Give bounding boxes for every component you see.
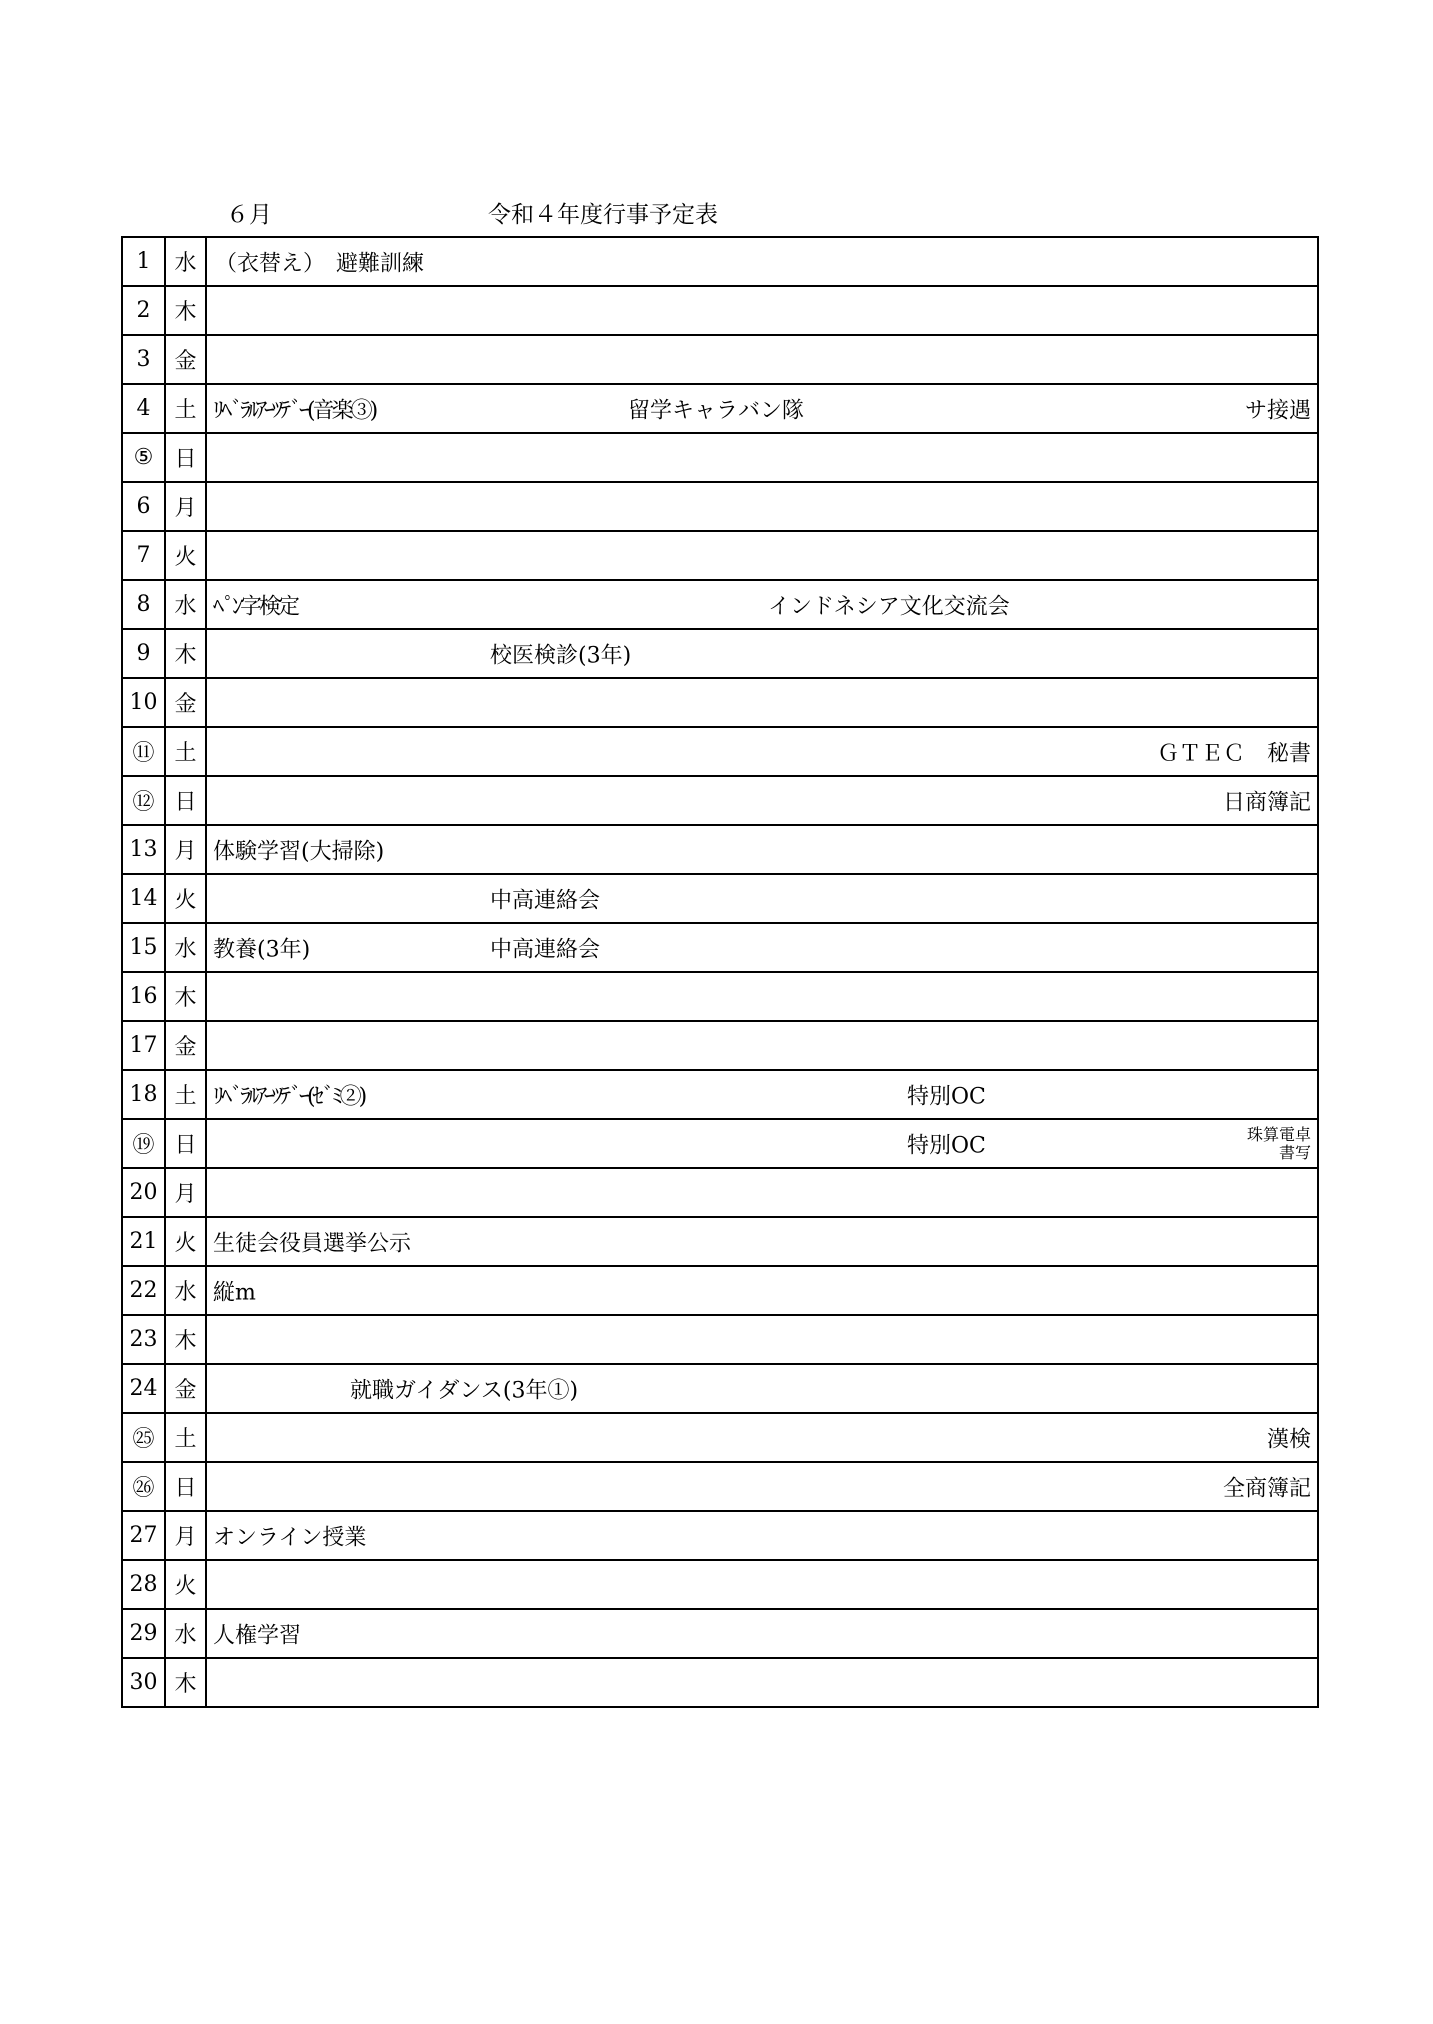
day-number-cell: ㉕ [122, 1413, 165, 1462]
weekday-cell: 火 [165, 874, 206, 923]
weekday-cell: 金 [165, 1021, 206, 1070]
table-row [122, 1364, 1318, 1413]
table-row [122, 482, 1318, 531]
event-label: 体験学習(大掃除) [213, 839, 385, 864]
table-row [122, 237, 1318, 286]
event-label: 珠算電卓 書写 [1246, 1124, 1311, 1162]
table-row [122, 1462, 1318, 1511]
event-label: 中高連絡会 [490, 937, 601, 962]
events-cell [206, 1070, 1318, 1119]
day-number-cell: 9 [122, 629, 165, 678]
weekday-cell: 木 [165, 972, 206, 1021]
events-cell [206, 776, 1318, 825]
day-number-cell: 27 [122, 1511, 165, 1560]
table-row [122, 1413, 1318, 1462]
table-row [122, 1070, 1318, 1119]
events-cell [206, 1315, 1318, 1364]
table-row [122, 727, 1318, 776]
event-label: 特別OC [907, 1133, 986, 1158]
events-cell [206, 286, 1318, 335]
events-cell [206, 1364, 1318, 1413]
event-label: 特別OC [907, 1084, 986, 1109]
day-number-cell: 6 [122, 482, 165, 531]
events-cell [206, 1266, 1318, 1315]
weekday-cell: 水 [165, 923, 206, 972]
table-row [122, 629, 1318, 678]
event-label: オンライン授業 [213, 1525, 367, 1550]
weekday-cell: 木 [165, 1315, 206, 1364]
page-header [0, 196, 1433, 226]
weekday-cell: 月 [165, 1511, 206, 1560]
event-label: 人権学習 [213, 1623, 302, 1648]
page-title: 令和４年度行事予定表 [488, 202, 718, 228]
day-number-cell: ⑤ [122, 433, 165, 482]
events-cell [206, 335, 1318, 384]
day-number-cell: 22 [122, 1266, 165, 1315]
day-number-cell: 23 [122, 1315, 165, 1364]
day-number-cell: 2 [122, 286, 165, 335]
weekday-cell: 土 [165, 1413, 206, 1462]
event-label: （衣替え） 避難訓練 [215, 251, 425, 276]
day-number-cell: ⑲ [122, 1119, 165, 1168]
event-label: 縦m [213, 1280, 256, 1305]
event-label: ﾍﾟﾝ字検定 [213, 594, 298, 619]
events-cell [206, 1119, 1318, 1168]
events-cell [206, 825, 1318, 874]
event-label: 日商簿記 [1222, 790, 1311, 815]
table-row [122, 1021, 1318, 1070]
event-label: ﾘﾍﾞﾗﾙｱｰﾂﾃﾞｰ(音楽③) [213, 398, 376, 423]
weekday-cell: 日 [165, 1119, 206, 1168]
event-label: 生徒会役員選挙公示 [213, 1231, 412, 1256]
day-number-cell: 28 [122, 1560, 165, 1609]
day-number-cell: 18 [122, 1070, 165, 1119]
table-row [122, 433, 1318, 482]
weekday-cell: 水 [165, 580, 206, 629]
event-label: ＧＴＥＣ 秘書 [1156, 741, 1311, 766]
schedule-body [122, 237, 1318, 1707]
events-cell [206, 580, 1318, 629]
weekday-cell: 水 [165, 1266, 206, 1315]
day-number-cell: 15 [122, 923, 165, 972]
events-cell [206, 237, 1318, 286]
events-cell [206, 482, 1318, 531]
weekday-cell: 木 [165, 1658, 206, 1707]
table-row [122, 1315, 1318, 1364]
events-cell [206, 384, 1318, 433]
weekday-cell: 月 [165, 825, 206, 874]
table-row [122, 1560, 1318, 1609]
table-row [122, 1511, 1318, 1560]
events-cell [206, 874, 1318, 923]
events-cell [206, 1462, 1318, 1511]
table-row [122, 286, 1318, 335]
day-number-cell: 4 [122, 384, 165, 433]
day-number-cell: 16 [122, 972, 165, 1021]
day-number-cell: 3 [122, 335, 165, 384]
weekday-cell: 水 [165, 1609, 206, 1658]
weekday-cell: 火 [165, 531, 206, 580]
weekday-cell: 月 [165, 1168, 206, 1217]
weekday-cell: 木 [165, 629, 206, 678]
events-cell [206, 531, 1318, 580]
day-number-cell: 20 [122, 1168, 165, 1217]
weekday-cell: 月 [165, 482, 206, 531]
table-row [122, 1609, 1318, 1658]
events-cell [206, 1217, 1318, 1266]
day-number-cell: 10 [122, 678, 165, 727]
weekday-cell: 火 [165, 1560, 206, 1609]
events-cell [206, 678, 1318, 727]
day-number-cell: 21 [122, 1217, 165, 1266]
table-row [122, 972, 1318, 1021]
events-cell [206, 1560, 1318, 1609]
table-row [122, 1266, 1318, 1315]
event-label: 漢検 [1266, 1427, 1311, 1452]
weekday-cell: 金 [165, 335, 206, 384]
weekday-cell: 金 [165, 678, 206, 727]
table-row [122, 874, 1318, 923]
day-number-cell: ⑫ [122, 776, 165, 825]
schedule-table [121, 236, 1319, 1708]
event-label: 教養(3年) [213, 937, 311, 962]
weekday-cell: 日 [165, 776, 206, 825]
table-row [122, 531, 1318, 580]
event-label: 校医検診(3年) [490, 643, 632, 668]
day-number-cell: 13 [122, 825, 165, 874]
weekday-cell: 日 [165, 433, 206, 482]
events-cell [206, 1021, 1318, 1070]
event-label: 就職ガイダンス(3年①) [350, 1378, 579, 1403]
event-label: ﾘﾍﾞﾗﾙｱｰﾂﾃﾞｰ(ｾﾞﾐ②) [213, 1084, 365, 1109]
day-number-cell: ⑪ [122, 727, 165, 776]
weekday-cell: 木 [165, 286, 206, 335]
event-label: 留学キャラバン隊 [628, 398, 805, 423]
event-label: 全商簿記 [1222, 1476, 1311, 1501]
table-row [122, 923, 1318, 972]
events-cell [206, 629, 1318, 678]
table-row [122, 1217, 1318, 1266]
events-cell [206, 433, 1318, 482]
table-row [122, 580, 1318, 629]
events-cell [206, 923, 1318, 972]
day-number-cell: 30 [122, 1658, 165, 1707]
table-row [122, 1168, 1318, 1217]
table-row [122, 678, 1318, 727]
day-number-cell: 8 [122, 580, 165, 629]
events-cell [206, 972, 1318, 1021]
events-cell [206, 727, 1318, 776]
weekday-cell: 土 [165, 727, 206, 776]
events-cell [206, 1413, 1318, 1462]
weekday-cell: 水 [165, 237, 206, 286]
day-number-cell: 7 [122, 531, 165, 580]
event-label: 中高連絡会 [490, 888, 601, 913]
day-number-cell: ㉖ [122, 1462, 165, 1511]
events-cell [206, 1609, 1318, 1658]
day-number-cell: 1 [122, 237, 165, 286]
table-row [122, 776, 1318, 825]
weekday-cell: 火 [165, 1217, 206, 1266]
weekday-cell: 土 [165, 384, 206, 433]
table-row [122, 335, 1318, 384]
weekday-cell: 日 [165, 1462, 206, 1511]
day-number-cell: 29 [122, 1609, 165, 1658]
events-cell [206, 1658, 1318, 1707]
day-number-cell: 17 [122, 1021, 165, 1070]
event-label: サ接遇 [1244, 398, 1311, 423]
table-row [122, 1658, 1318, 1707]
table-row [122, 1119, 1318, 1168]
table-row [122, 825, 1318, 874]
day-number-cell: 14 [122, 874, 165, 923]
month-label: ６月 [226, 202, 272, 228]
day-number-cell: 24 [122, 1364, 165, 1413]
events-cell [206, 1511, 1318, 1560]
event-label: インドネシア文化交流会 [768, 594, 1010, 619]
table-row [122, 384, 1318, 433]
weekday-cell: 金 [165, 1364, 206, 1413]
weekday-cell: 土 [165, 1070, 206, 1119]
events-cell [206, 1168, 1318, 1217]
